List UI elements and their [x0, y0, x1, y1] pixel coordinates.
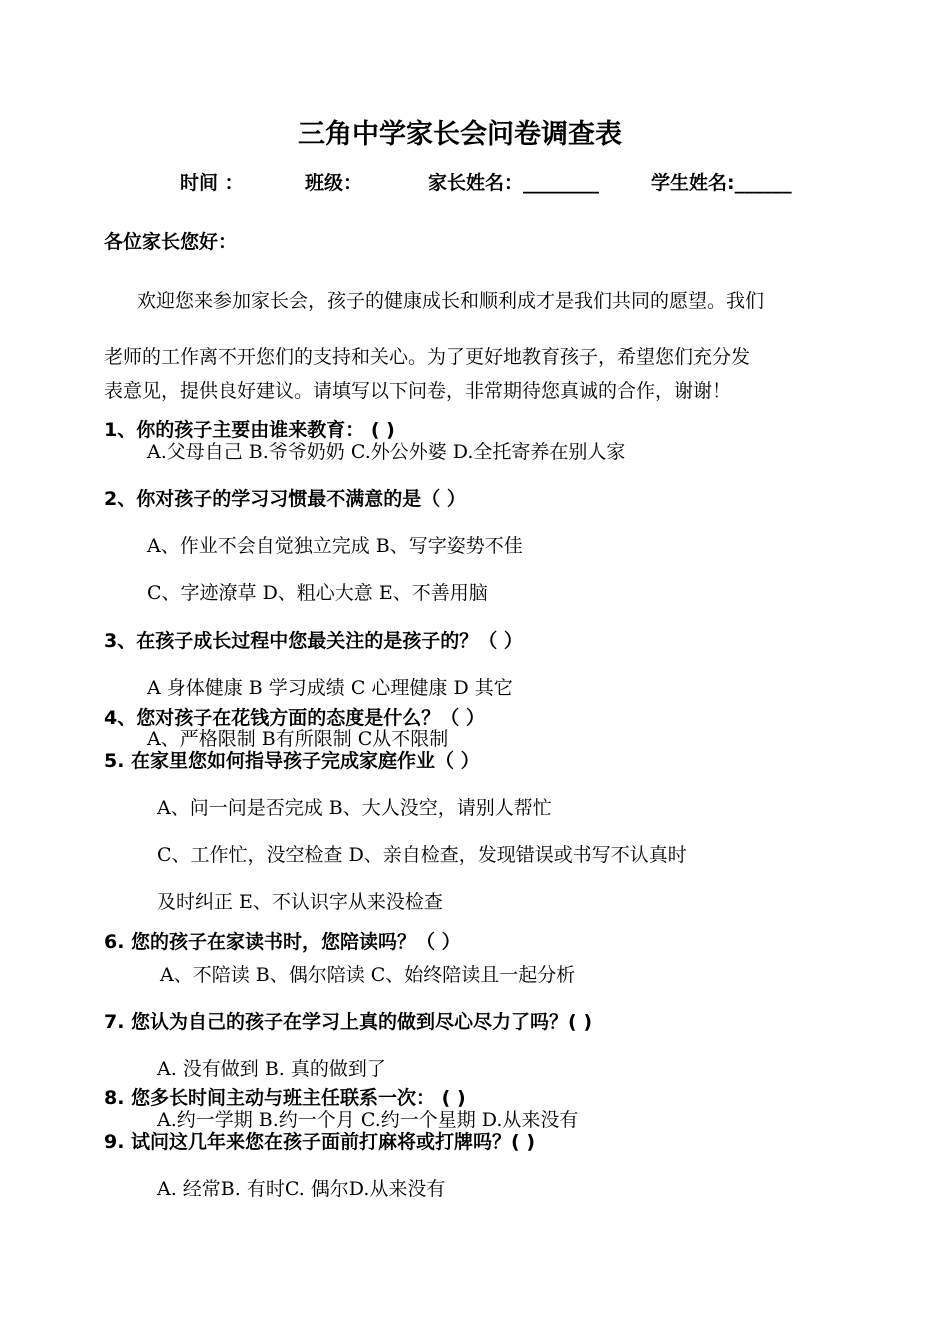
question-3: 3、在孩子成长过程中您最关注的是孩子的？（ ） [104, 630, 523, 652]
question-5-options-1: A、问一问是否完成 B、大人没空，请别人帮忙 [157, 797, 552, 819]
question-1-options: A.父母自己 B.爷爷奶奶 C.外公外婆 D.全托寄养在别人家 [147, 441, 626, 463]
parent-name-field: 家长姓名：________ [428, 172, 600, 194]
question-6: 6. 您的孩子在家读书时，您陪读吗？（ ） [104, 931, 461, 953]
question-2-options-1: A、作业不会自觉独立完成 B、写字姿势不佳 [147, 535, 523, 557]
question-5-options-3: 及时纠正 E、不认识字从来没检查 [157, 891, 443, 913]
question-7: 7. 您认为自己的孩子在学习上真的做到尽心尽力了吗？( ) [104, 1011, 593, 1033]
greeting: 各位家长您好： [104, 231, 238, 253]
question-6-options: A、不陪读 B、偶尔陪读 C、始终陪读且一起分析 [160, 964, 576, 986]
question-4: 4、您对孩子在花钱方面的态度是什么？（ ） [104, 707, 485, 729]
question-2-options-2: C、字迹潦草 D、粗心大意 E、不善用脑 [147, 582, 488, 604]
time-label: 时间 ： [180, 172, 244, 194]
question-5-options-2: C、工作忙，没空检查 D、亲自检查，发现错误或书写不认真时 [157, 844, 687, 866]
question-8-options: A.约一学期 B.约一个月 C.约一个星期 D.从来没有 [157, 1109, 579, 1131]
intro-line-1: 欢迎您来参加家长会，孩子的健康成长和顺利成才是我们共同的愿望。我们 [137, 290, 765, 312]
question-4-options: A、严格限制 B有所限制 C从不限制 [147, 728, 449, 750]
question-9-options: A. 经常B. 有时C. 偶尔D.从来没有 [157, 1178, 446, 1200]
question-8: 8. 您多长时间主动与班主任联系一次： ( ) [104, 1087, 466, 1109]
question-5: 5. 在家里您如何指导孩子完成家庭作业（ ） [104, 750, 480, 772]
student-name-field: 学生姓名:______ [651, 172, 792, 194]
intro-line-2: 老师的工作离不开您们的支持和关心。为了更好地教育孩子，希望您们充分发 [104, 346, 751, 368]
question-1: 1、你的孩子主要由谁来教育： ( ) [104, 419, 395, 441]
page-title: 三角中学家长会问卷调查表 [298, 119, 622, 150]
question-3-options: A 身体健康 B 学习成绩 C 心理健康 D 其它 [147, 677, 513, 699]
intro-line-3: 表意见，提供良好建议。请填写以下问卷，非常期待您真诚的合作，谢谢！ [104, 380, 732, 402]
question-7-options: A. 没有做到 B. 真的做到了 [157, 1058, 386, 1080]
class-label: 班级： [305, 172, 363, 194]
question-9: 9. 试问这几年来您在孩子面前打麻将或打牌吗？( ) [104, 1131, 536, 1153]
question-2: 2、你对孩子的学习习惯最不满意的是（ ） [104, 488, 466, 510]
